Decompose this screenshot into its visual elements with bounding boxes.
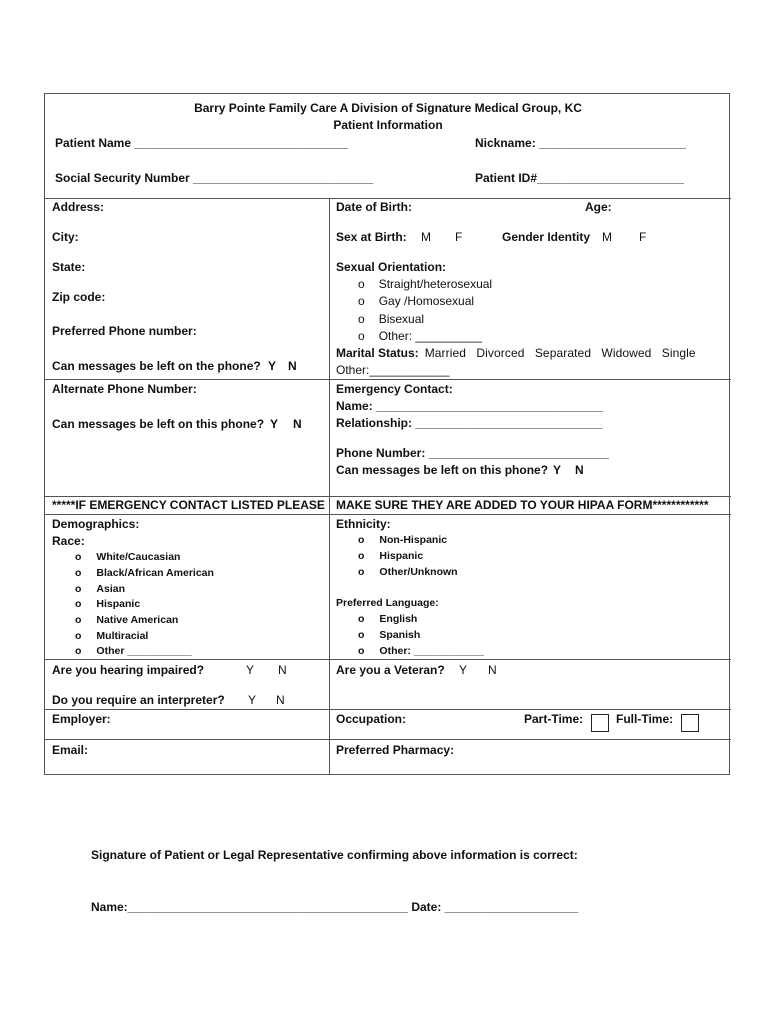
emergency-phone-field[interactable]: Phone Number: ___________________________ — [336, 446, 609, 460]
veteran-yes[interactable]: Y — [459, 663, 468, 677]
marital-other[interactable]: Other:____________ — [336, 363, 450, 377]
alt-messages-yes[interactable]: Y — [270, 417, 279, 431]
ethnicity-option-hispanic[interactable]: o Hispanic — [358, 550, 424, 562]
full-time-label: Full-Time: — [616, 712, 674, 726]
veteran-no[interactable]: N — [488, 663, 497, 677]
divider-column — [329, 198, 330, 775]
interpreter-yes[interactable]: Y — [248, 693, 257, 707]
divider-notice-bottom — [45, 514, 731, 515]
signature-statement: Signature of Patient or Legal Representative confirming above information is correct: — [91, 848, 578, 862]
orientation-option-other[interactable]: o Other: __________ — [358, 329, 483, 343]
demographics-label: Demographics: — [52, 517, 140, 531]
messages-no[interactable]: N — [288, 359, 297, 373]
interpreter-question: Do you require an interpreter? — [52, 693, 225, 707]
notice-right: MAKE SURE THEY ARE ADDED TO YOUR HIPAA FORM************ — [336, 498, 709, 512]
marital-status[interactable]: Marital Status: Married Divorced Separated Widowed Single — [336, 346, 696, 360]
gender-m-option[interactable]: M — [602, 230, 612, 244]
dob-label[interactable]: Date of Birth: — [336, 200, 412, 214]
zip-label[interactable]: Zip code: — [52, 290, 106, 304]
part-time-checkbox[interactable] — [591, 714, 609, 732]
alt-messages-question: Can messages be left on this phone? — [52, 417, 265, 431]
sex-at-birth-label: Sex at Birth: — [336, 230, 407, 244]
sex-m-option[interactable]: M — [421, 230, 431, 244]
interpreter-no[interactable]: N — [276, 693, 285, 707]
emergency-messages-question: Can messages be left on this phone? — [336, 463, 549, 477]
race-option-black[interactable]: o Black/African American — [75, 567, 214, 579]
language-option-spanish[interactable]: o Spanish — [358, 629, 421, 641]
race-option-native[interactable]: o Native American — [75, 614, 179, 626]
emergency-messages-yes[interactable]: Y — [553, 463, 562, 477]
race-option-hispanic[interactable]: o Hispanic — [75, 598, 141, 610]
veteran-question: Are you a Veteran? — [336, 663, 445, 677]
city-label[interactable]: City: — [52, 230, 79, 244]
divider-demographics — [45, 659, 731, 660]
state-label[interactable]: State: — [52, 260, 86, 274]
patient-id-field[interactable]: Patient ID#______________________ — [475, 171, 684, 185]
ethnicity-option-non-hispanic[interactable]: o Non-Hispanic — [358, 534, 448, 546]
ethnicity-label: Ethnicity: — [336, 517, 391, 531]
ethnicity-option-other[interactable]: o Other/Unknown — [358, 566, 458, 578]
divider-access — [45, 709, 731, 710]
messages-yes[interactable]: Y — [268, 359, 277, 373]
form-title: Barry Pointe Family Care A Division of Signature Medical Group, KC — [194, 101, 582, 115]
divider-header — [45, 198, 731, 199]
gender-f-option[interactable]: F — [639, 230, 647, 244]
hearing-no[interactable]: N — [278, 663, 287, 677]
divider-employer — [45, 739, 731, 740]
emergency-contact-label: Emergency Contact: — [336, 382, 453, 396]
sex-f-option[interactable]: F — [455, 230, 463, 244]
emergency-name-field[interactable]: Name: __________________________________ — [336, 399, 603, 413]
hearing-yes[interactable]: Y — [246, 663, 255, 677]
signature-name-date[interactable]: Name:__________________________________________ Date: ____________________ — [91, 900, 579, 914]
race-label: Race: — [52, 534, 85, 548]
hearing-question: Are you hearing impaired? — [52, 663, 205, 677]
ssn-field[interactable]: Social Security Number ___________________________ — [55, 171, 374, 185]
emergency-relationship-field[interactable]: Relationship: ____________________________ — [336, 416, 603, 430]
part-time-label: Part-Time: — [524, 712, 584, 726]
age-label[interactable]: Age: — [585, 200, 612, 214]
language-option-english[interactable]: o English — [358, 613, 418, 625]
orientation-label: Sexual Orientation: — [336, 260, 447, 274]
full-time-checkbox[interactable] — [681, 714, 699, 732]
divider-notice-top — [45, 496, 731, 497]
messages-question: Can messages be left on the phone? — [52, 359, 261, 373]
orientation-option-gay[interactable]: o Gay /Homosexual — [358, 294, 475, 308]
notice-left: *****IF EMERGENCY CONTACT LISTED PLEASE — [52, 498, 325, 512]
alt-messages-no[interactable]: N — [293, 417, 302, 431]
race-option-asian[interactable]: o Asian — [75, 583, 126, 595]
form-subtitle: Patient Information — [333, 118, 443, 132]
patient-name-field[interactable]: Patient Name ________________________________ — [55, 136, 348, 150]
race-option-other[interactable]: o Other ___________ — [75, 645, 192, 657]
language-label: Preferred Language: — [336, 597, 439, 609]
emergency-messages-no[interactable]: N — [575, 463, 584, 477]
language-option-other[interactable]: o Other: ____________ — [358, 645, 484, 657]
email-label[interactable]: Email: — [52, 743, 89, 757]
address-label[interactable]: Address: — [52, 200, 105, 214]
preferred-phone-label[interactable]: Preferred Phone number: — [52, 324, 197, 338]
divider-contact — [45, 379, 731, 380]
patient-information-form — [44, 93, 730, 775]
employer-label[interactable]: Employer: — [52, 712, 111, 726]
orientation-option-bisexual[interactable]: o Bisexual — [358, 312, 425, 326]
gender-identity-label: Gender Identity — [502, 230, 591, 244]
occupation-label[interactable]: Occupation: — [336, 712, 407, 726]
alt-phone-label[interactable]: Alternate Phone Number: — [52, 382, 197, 396]
race-option-multiracial[interactable]: o Multiracial — [75, 630, 149, 642]
nickname-field[interactable]: Nickname: ______________________ — [475, 136, 686, 150]
race-option-white[interactable]: o White/Caucasian — [75, 551, 181, 563]
orientation-option-straight[interactable]: o Straight/heterosexual — [358, 277, 493, 291]
pharmacy-label[interactable]: Preferred Pharmacy: — [336, 743, 455, 757]
